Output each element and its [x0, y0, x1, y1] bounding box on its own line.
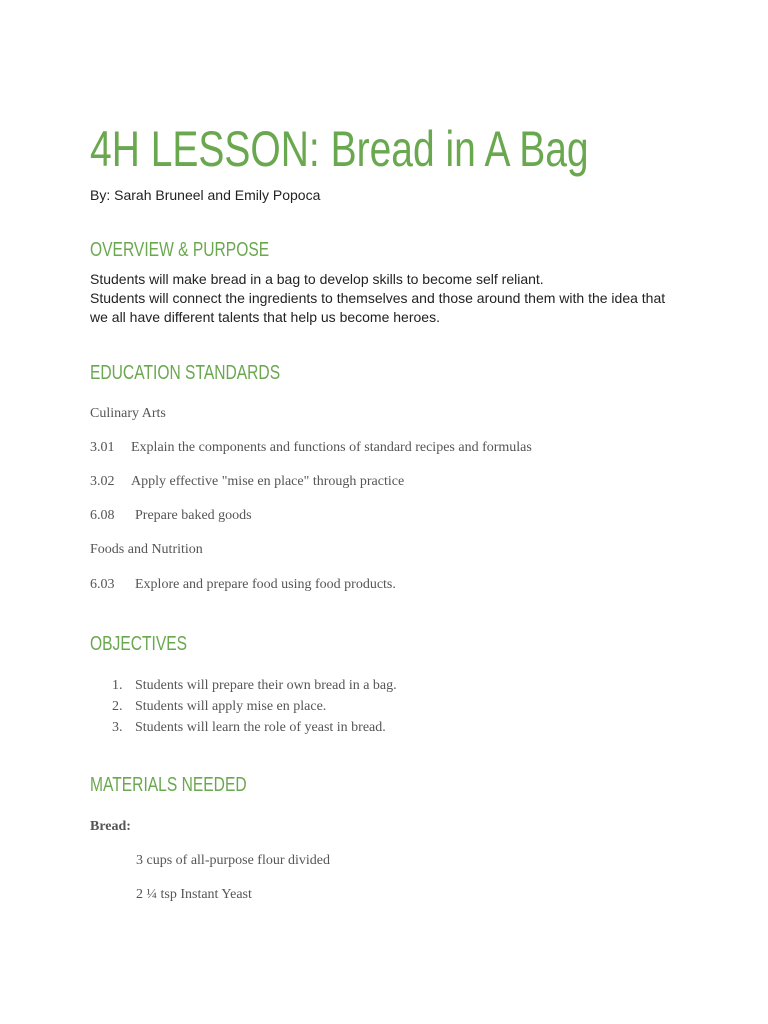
overview-line-1: Students will make bread in a bag to develop skills to become self reliant.	[90, 271, 544, 287]
overview-line-2: Students will connect the ingredients to themselves and those around them with the idea that we all have different talents that help us become heroes.	[90, 290, 666, 325]
material-item: 2 ¼ tsp Instant Yeast	[136, 887, 252, 902]
list-item	[90, 696, 397, 717]
list-text: Students will learn the role of yeast in bread.	[135, 720, 386, 735]
standard-item	[90, 472, 404, 492]
materials-heading: MATERIALS NEEDED	[90, 774, 247, 796]
standard-item	[90, 438, 532, 458]
standards-group-nutrition: Foods and Nutrition	[90, 542, 203, 557]
overview-heading: OVERVIEW & PURPOSE	[90, 239, 270, 261]
standard-item	[90, 506, 252, 526]
document-byline: By: Sarah Bruneel and Emily Popoca	[90, 187, 321, 203]
standard-number: 6.03	[90, 577, 115, 592]
standard-number: 3.02	[90, 474, 115, 489]
list-number: 3.	[112, 720, 123, 735]
standard-text: Explain the components and functions of standard recipes and formulas	[131, 440, 532, 455]
list-item	[90, 675, 397, 696]
standard-item	[90, 575, 396, 595]
materials-subheading: Bread:	[90, 819, 131, 834]
standard-number: 6.08	[90, 508, 115, 523]
material-item: 3 cups of all-purpose flour divided	[136, 853, 331, 868]
objectives-list	[90, 675, 397, 738]
standards-group-culinary: Culinary Arts	[90, 406, 166, 421]
standards-heading: EDUCATION STANDARDS	[90, 362, 281, 384]
standard-text: Explore and prepare food using food products.	[135, 577, 396, 592]
list-number: 1.	[112, 678, 123, 693]
overview-text	[90, 270, 680, 327]
objectives-heading: OBJECTIVES	[90, 633, 188, 655]
list-text: Students will prepare their own bread in a bag.	[135, 678, 397, 693]
standard-text: Apply effective "mise en place" through practice	[131, 474, 405, 489]
document-title: 4H LESSON: Bread in A Bag	[90, 121, 589, 177]
standard-number: 3.01	[90, 440, 115, 455]
list-number: 2.	[112, 699, 123, 714]
list-text: Students will apply mise en place.	[135, 699, 327, 714]
standard-text: Prepare baked goods	[135, 508, 252, 523]
list-item	[90, 717, 397, 738]
